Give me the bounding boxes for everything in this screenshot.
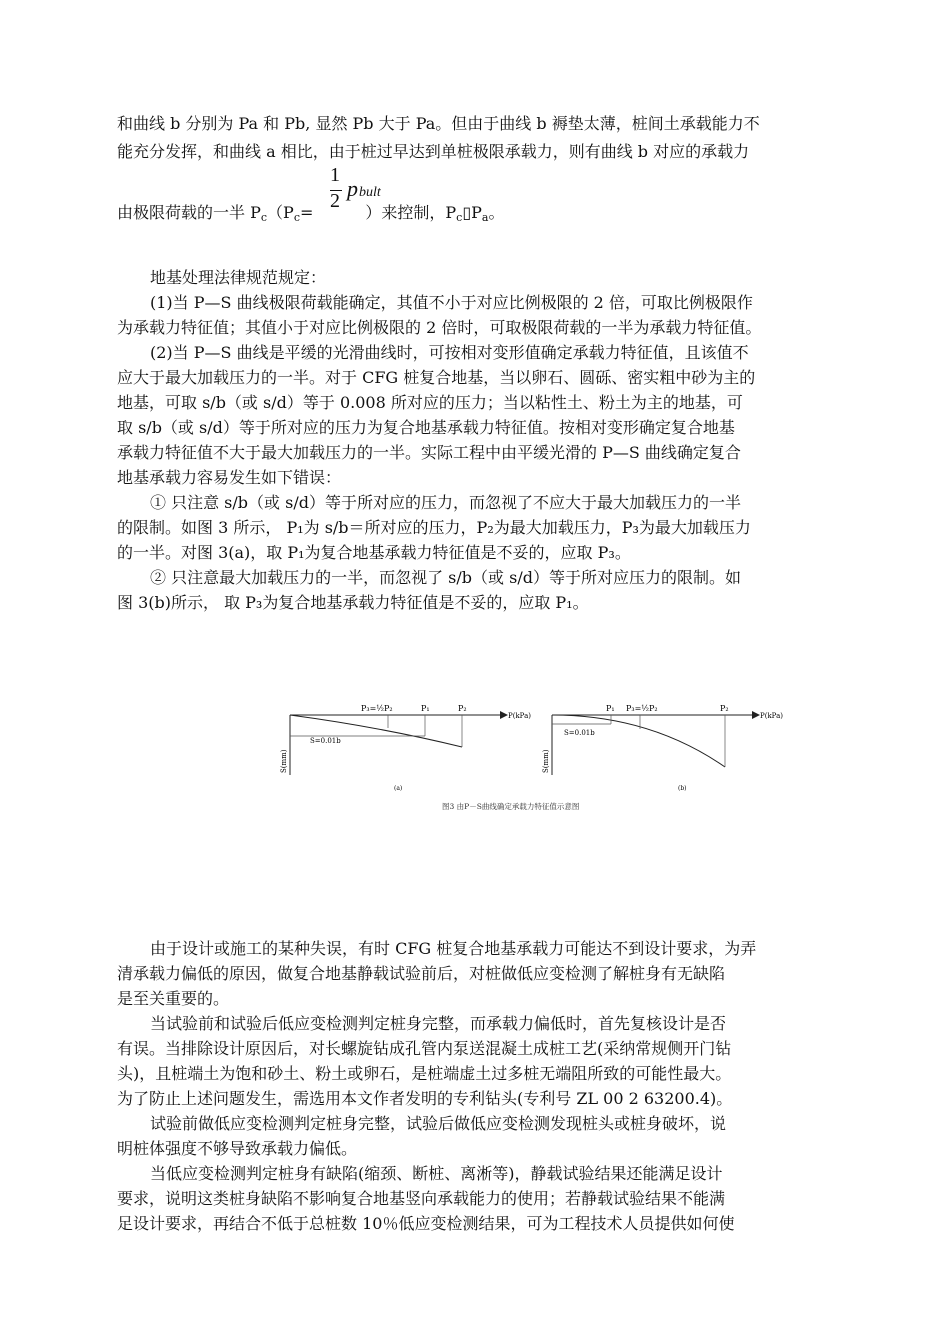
- axis-label: P(kPa): [760, 712, 783, 720]
- figure-a: [280, 704, 531, 792]
- formula-line: 由极限荷载的一半 $P_c(P_c=$ ）来控制，$P_c▯P_a$。: [117, 203, 505, 224]
- text-line: 试验前做低应变检测判定桩身完整，试验后做低应变检测发现桩头或桩身破坏，说: [150, 1114, 727, 1133]
- text-line: 当低应变检测判定桩身有缺陷(缩颈、断桩、离淅等)，静载试验结果还能满足设计: [150, 1164, 723, 1183]
- text-line: (1)当 P—S 曲线极限荷载能确定，其值不小于对应比例极限的 2 倍，可取比例极限作: [150, 293, 753, 312]
- text-line: 是至关重要的。: [117, 989, 230, 1008]
- text-line: 明桩体强度不够导致承载力偏低。: [117, 1139, 358, 1158]
- s-label: S=0.01b: [310, 737, 341, 745]
- text-line: 清承载力偏低的原因，做复合地基静载试验前后，对桩做低应变检测了解桩身有无缺陷: [117, 964, 726, 983]
- text-line: 地基，可取 s/b（或 s/d）等于 0.008 所对应的压力；当以粘性土、粉土为主的地基，可: [117, 393, 743, 412]
- fraction: 1 2 p bult: [330, 164, 381, 212]
- text-line: 承载力特征值不大于最大加载压力的一半。实际工程中由平缓光滑的 P—S 曲线确定复合: [117, 443, 741, 462]
- text-line: (2)当 P—S 曲线是平缓的光滑曲线时，可按相对变形值确定承载力特征值，且该值不: [150, 343, 749, 362]
- text-line: 当试验前和试验后低应变检测判定桩身完整，而承载力偏低时，首先复核设计是否: [150, 1014, 727, 1033]
- label-p2: P₂: [458, 704, 467, 713]
- text-line: 有误。当排除设计原因后，对长螺旋钻成孔管内泵送混凝土成桩工艺(采纳常规侧开门钻: [117, 1039, 732, 1058]
- label-p3: P₃=½P₂: [626, 704, 658, 713]
- text-line: 的限制。如图 3 所示， P₁为 s/b＝所对应的压力，P₂为最大加载压力，P₃为最大加载压力: [117, 518, 751, 537]
- text-line: 为了防止上述问题发生，需选用本文作者发明的专利钻头(专利号 ZL 00 2 63200.4)。: [117, 1089, 733, 1108]
- text-line: 的一半。对图 3(a)，取 P₁为复合地基承载力特征值是不妥的，应取 P₃。: [117, 543, 631, 562]
- figure-caption: 图3 由P－S曲线确定承载力特征值示意图: [442, 802, 580, 811]
- axis-label: P(kPa): [508, 712, 531, 720]
- text-line: ① 只注意 s/b（或 s/d）等于所对应的压力，而忽视了不应大于最大加载压力的一半: [150, 493, 741, 512]
- text-line: 应大于最大加载压力的一半。对于 CFG 桩复合地基，当以卵石、圆砾、密实粗中砂为主的: [117, 368, 756, 387]
- label-p3: P₃=½P₂: [361, 704, 393, 713]
- s-label: S=0.01b: [564, 729, 595, 737]
- text-line: ② 只注意最大加载压力的一半，而忽视了 s/b（或 s/d）等于所对应压力的限制。如: [150, 568, 741, 587]
- text-line: 头)，且桩端土为饱和砂土、粉土或卵石，是桩端虚土过多桩无端阻所致的可能性最大。: [117, 1064, 732, 1083]
- label-p1: P₁: [421, 704, 430, 713]
- text-line: 图 3(b)所示， 取 P₃为复合地基承载力特征值是不妥的，应取 P₁。: [117, 593, 589, 612]
- text-line: 取 s/b（或 s/d）等于所对应的压力为复合地基承载力特征值。按相对变形确定复合地基: [117, 418, 735, 437]
- text-line: 足设计要求，再结合不低于总桩数 10％低应变检测结果，可为工程技术人员提供如何使: [117, 1214, 735, 1233]
- label-p2: P₂: [720, 704, 729, 713]
- text-line: 要求，说明这类桩身缺陷不影响复合地基竖向承载能力的使用；若静载试验结果不能满: [117, 1189, 726, 1208]
- caption-a: (a): [394, 785, 403, 792]
- y-axis-label: S(mm): [280, 749, 288, 773]
- text-line: 由于设计或施工的某种失误，有时 CFG 桩复合地基承载力可能达不到设计要求，为弄: [150, 939, 757, 958]
- text-line: 能充分发挥，和曲线 a 相比，由于桩过早达到单桩极限承载力，则有曲线 b 对应的承载力: [117, 142, 750, 161]
- text-line: 地基承载力容易发生如下错误：: [117, 468, 342, 487]
- figure-3: [270, 695, 790, 820]
- figure-b: [542, 704, 783, 792]
- text-line: 为承载力特征值；其值小于对应比例极限的 2 倍时，可取极限荷载的一半为承载力特征值。: [117, 318, 762, 337]
- section-title: 地基处理法律规范规定：: [150, 268, 327, 287]
- y-axis-label: S(mm): [542, 749, 550, 773]
- caption-b: (b): [678, 785, 687, 792]
- label-p1: P₁: [606, 704, 615, 713]
- text-line: 和曲线 b 分别为 Pa 和 Pb, 显然 Pb 大于 Pa。但由于曲线 b 褥垫太薄，桩间土承载能力不: [117, 114, 760, 133]
